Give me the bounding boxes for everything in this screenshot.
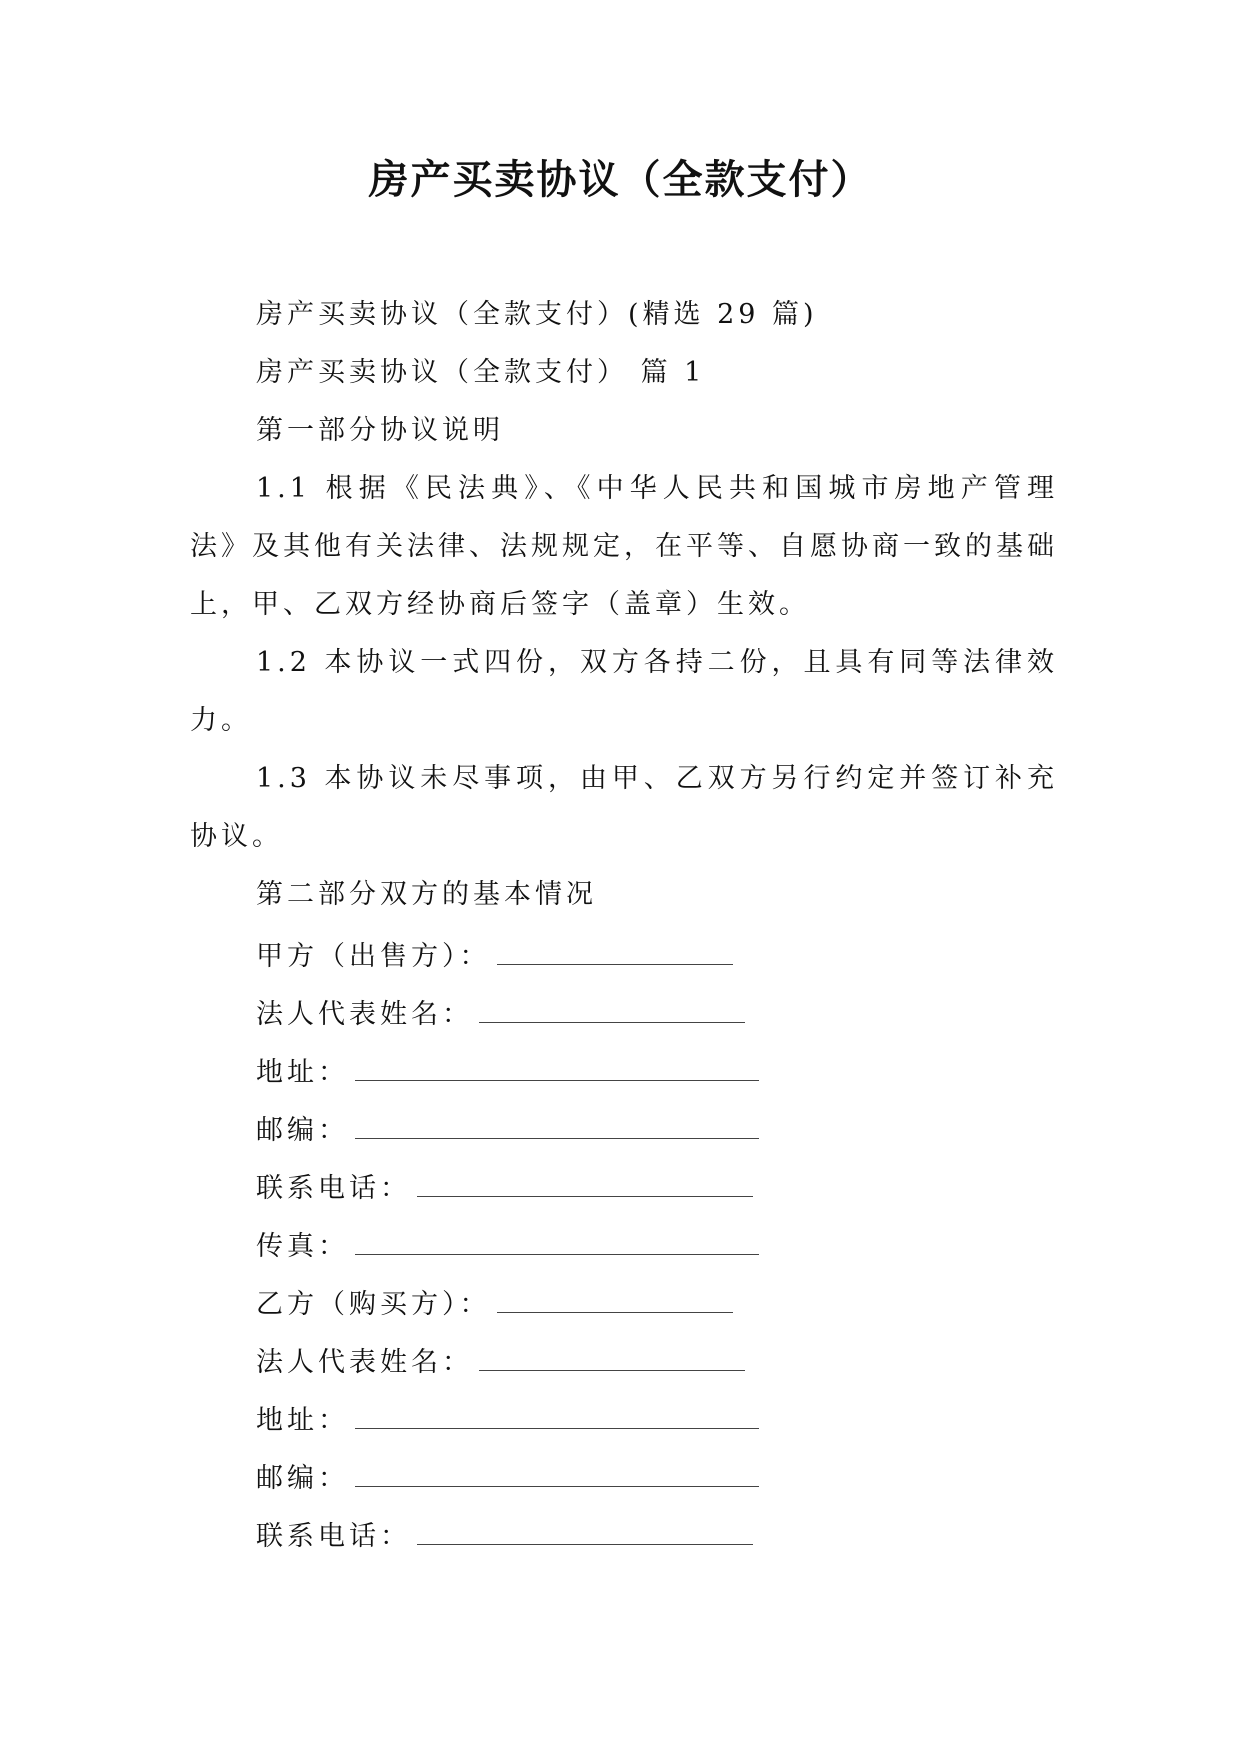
party-b-field — [190, 1272, 1058, 1330]
party-a-blank[interactable] — [497, 924, 733, 965]
party-a-address-label: 地址： — [256, 1057, 349, 1088]
section-title: 房产买卖协议（全款支付） 篇 1 — [256, 357, 706, 388]
part1-heading: 第一部分协议说明 — [256, 415, 504, 446]
document-title: 房产买卖协议（全款支付） — [368, 157, 873, 203]
party-a-postcode-label: 邮编： — [256, 1115, 349, 1146]
party-b-phone-blank[interactable] — [417, 1504, 753, 1545]
party-a-fax-blank[interactable] — [355, 1214, 759, 1255]
clause-1-3: 1.3 本协议未尽事项，由甲、乙双方另行约定并签订补充协议。 — [190, 763, 1058, 852]
party-a-address-field — [190, 1040, 1058, 1098]
party-a-fax-field — [190, 1214, 1058, 1272]
party-a-rep-label: 法人代表姓名： — [256, 999, 473, 1030]
party-b-phone-label: 联系电话： — [256, 1521, 411, 1552]
party-a-postcode-field — [190, 1098, 1058, 1156]
party-a-postcode-blank[interactable] — [355, 1098, 759, 1139]
party-b-blank[interactable] — [497, 1272, 733, 1313]
party-b-rep-label: 法人代表姓名： — [256, 1347, 473, 1378]
clause-1-2: 1.2 本协议一式四份，双方各持二份，且具有同等法律效力。 — [190, 647, 1058, 736]
document-body — [190, 286, 1058, 1562]
party-a-label: 甲方（出售方）： — [256, 941, 491, 972]
clause-1-1: 1.1 根据《民法典》、《中华人民共和国城市房地产管理法》及其他有关法律、法规规定，在平等、自愿协商一致的基础上，甲、乙双方经协商后签字（盖章）生效。 — [190, 473, 1058, 620]
party-a-phone-label: 联系电话： — [256, 1173, 411, 1204]
party-a-rep-field — [190, 982, 1058, 1040]
party-a-phone-field — [190, 1156, 1058, 1214]
party-a-phone-blank[interactable] — [417, 1156, 753, 1197]
party-b-address-field — [190, 1388, 1058, 1446]
party-b-postcode-blank[interactable] — [355, 1446, 759, 1487]
party-b-rep-field — [190, 1330, 1058, 1388]
party-b-label: 乙方（购买方）： — [256, 1289, 491, 1320]
party-a-field — [190, 924, 1058, 982]
party-b-address-label: 地址： — [256, 1405, 349, 1436]
party-a-fax-label: 传真： — [256, 1231, 349, 1262]
party-b-rep-blank[interactable] — [479, 1330, 745, 1371]
part2-heading: 第二部分双方的基本情况 — [256, 879, 597, 910]
party-a-rep-blank[interactable] — [479, 982, 745, 1023]
party-b-phone-field — [190, 1504, 1058, 1562]
party-b-address-blank[interactable] — [355, 1388, 759, 1429]
party-b-postcode-field — [190, 1446, 1058, 1504]
party-b-postcode-label: 邮编： — [256, 1463, 349, 1494]
document-subtitle: 房产买卖协议（全款支付）(精选 29 篇) — [256, 299, 818, 330]
party-a-address-blank[interactable] — [355, 1040, 759, 1081]
